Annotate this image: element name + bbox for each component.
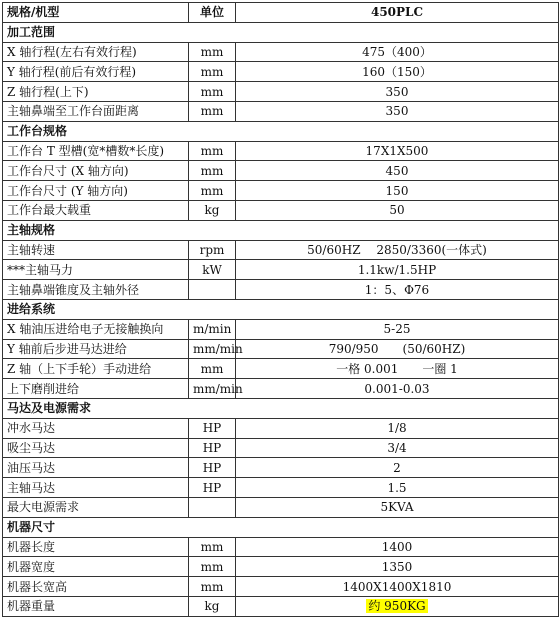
spec-unit: mm/min [189,379,236,399]
table-row [3,557,559,577]
highlighted-value: 约 950KG [368,599,426,614]
spec-value-cell: 350 [236,82,559,102]
spec-name: 工作台最大载重 [3,200,189,220]
spec-unit: mm [189,557,236,577]
spec-name: 主轴马达 [3,478,189,498]
table-row [3,458,559,478]
spec-name: 吸尘马达 [3,438,189,458]
header-model: 450PLC [236,3,559,23]
section-title: 机器尺寸 [3,517,559,537]
spec-table [2,2,559,617]
spec-unit: mm [189,62,236,82]
table-row [3,240,559,260]
spec-value-cell: 160（150） [236,62,559,82]
section-header [3,299,559,319]
spec-name: X 轴行程(左右有效行程) [3,42,189,62]
table-row [3,596,559,616]
spec-unit: mm [189,181,236,201]
section-title: 进给系统 [3,299,559,319]
spec-unit: mm [189,82,236,102]
table-row [3,537,559,557]
spec-unit: HP [189,438,236,458]
table-row [3,280,559,300]
table-row [3,339,559,359]
header-row [3,3,559,23]
spec-name: ***主轴马力 [3,260,189,280]
table-row [3,438,559,458]
spec-value-cell: 1.1kw/1.5HP [236,260,559,280]
table-row [3,478,559,498]
spec-value-cell: 1400X1400X1810 [236,577,559,597]
spec-value-cell: 150 [236,181,559,201]
spec-unit: mm [189,577,236,597]
spec-value-cell: 1/8 [236,418,559,438]
section-title: 主轴规格 [3,220,559,240]
spec-unit [189,497,236,517]
spec-value-cell: 450 [236,161,559,181]
spec-value-cell: 475（400） [236,42,559,62]
spec-value-cell: 50 [236,200,559,220]
spec-unit: mm [189,42,236,62]
section-title: 马达及电源需求 [3,398,559,418]
table-row [3,82,559,102]
spec-unit [189,280,236,300]
table-row [3,62,559,82]
table-row [3,359,559,379]
spec-value-cell: 0.001-0.03 [236,379,559,399]
table-row [3,379,559,399]
table-row [3,200,559,220]
header-spec: 规格/机型 [3,3,189,23]
spec-name: Z 轴行程(上下) [3,82,189,102]
spec-name: 机器长宽高 [3,577,189,597]
spec-unit: mm [189,101,236,121]
spec-name: 机器长度 [3,537,189,557]
section-title: 工作台规格 [3,121,559,141]
spec-value-cell: 1：5、Φ76 [236,280,559,300]
spec-name: 主轴鼻端至工作台面距离 [3,101,189,121]
spec-name: Y 轴前后步进马达进给 [3,339,189,359]
spec-value-cell: 350 [236,101,559,121]
spec-name: 最大电源需求 [3,497,189,517]
spec-name: 工作台 T 型槽(宽*槽数*长度) [3,141,189,161]
spec-name: Y 轴行程(前后有效行程) [3,62,189,82]
table-row [3,42,559,62]
spec-name: 机器宽度 [3,557,189,577]
spec-unit: HP [189,418,236,438]
spec-value-cell: 5-25 [236,319,559,339]
spec-value-cell: 2 [236,458,559,478]
header-unit: 单位 [189,3,236,23]
spec-value-cell: 3/4 [236,438,559,458]
spec-name: 工作台尺寸 (X 轴方向) [3,161,189,181]
spec-name: 机器重量 [3,596,189,616]
spec-name: 油压马达 [3,458,189,478]
spec-name: Z 轴（上下手轮）手动进给 [3,359,189,379]
table-row [3,161,559,181]
table-row [3,577,559,597]
spec-table-body [3,3,559,617]
spec-unit: mm [189,537,236,557]
spec-value-cell: 50/60HZ 2850/3360(一体式) [236,240,559,260]
table-row [3,141,559,161]
spec-unit: mm [189,359,236,379]
section-header [3,220,559,240]
spec-value-cell: 17X1X500 [236,141,559,161]
spec-unit: mm [189,161,236,181]
section-header [3,398,559,418]
spec-value-cell: 一格 0.001 一圈 1 [236,359,559,379]
section-title: 加工范围 [3,22,559,42]
spec-name: X 轴油压进给电子无接触换向 [3,319,189,339]
section-header [3,121,559,141]
table-row [3,497,559,517]
table-row [3,101,559,121]
spec-value-cell: 5KVA [236,497,559,517]
spec-unit: kW [189,260,236,280]
table-row [3,319,559,339]
spec-unit: kg [189,596,236,616]
spec-unit: rpm [189,240,236,260]
spec-unit: HP [189,478,236,498]
spec-unit: HP [189,458,236,478]
spec-name: 主轴鼻端锥度及主轴外径 [3,280,189,300]
spec-value-cell: 790/950 (50/60HZ) [236,339,559,359]
table-row [3,260,559,280]
spec-value-cell: 1400 [236,537,559,557]
spec-value-cell: 1350 [236,557,559,577]
spec-name: 上下磨削进给 [3,379,189,399]
table-row [3,418,559,438]
spec-unit: mm [189,141,236,161]
spec-name: 主轴转速 [3,240,189,260]
section-header [3,517,559,537]
table-row [3,181,559,201]
spec-unit: m/min [189,319,236,339]
spec-value-cell [236,596,559,616]
section-header [3,22,559,42]
spec-name: 冲水马达 [3,418,189,438]
spec-name: 工作台尺寸 (Y 轴方向) [3,181,189,201]
spec-unit: kg [189,200,236,220]
spec-unit: mm/min [189,339,236,359]
spec-value-cell: 1.5 [236,478,559,498]
